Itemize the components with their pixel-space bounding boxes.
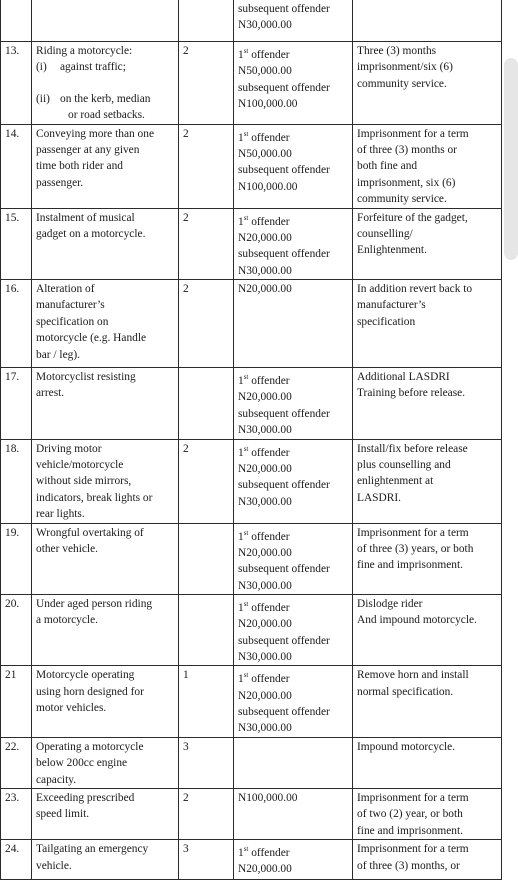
penalty-line: Three (3) months: [357, 45, 437, 57]
fine-line: subsequent offender: [238, 563, 330, 576]
description-line: without side mirrors,: [36, 475, 132, 488]
offence-number-cell: 24.: [1, 840, 32, 880]
fine-line: N20,000.00: [238, 231, 292, 244]
offence-number-cell: 16.: [1, 280, 32, 368]
fine-line: subsequent offender: [238, 479, 330, 492]
description-line: Under aged person riding: [36, 597, 153, 610]
offence-description-cell: [32, 208, 179, 279]
fine-line: N20,000.00: [238, 618, 292, 631]
description-line: Instalment of musical: [36, 211, 135, 224]
offence-description-cell: [32, 368, 179, 439]
offence-description-cell: [32, 594, 179, 665]
fine-line: 1st offender: [238, 213, 290, 228]
penalty-cell: [353, 737, 502, 788]
penalty-cell: [353, 42, 502, 125]
table-row: [1, 280, 502, 368]
offence-description-cell: [32, 523, 179, 594]
offence-description-cell: [32, 666, 179, 737]
offence-description-cell: [32, 42, 179, 125]
description-line: Exceeding prescribed: [36, 792, 135, 805]
offence-number-cell: 21: [1, 666, 32, 737]
table-row: [1, 439, 502, 523]
offence-number-cell: 22.: [1, 737, 32, 788]
description-line: using horn designed for: [36, 685, 144, 698]
penalty-line: of three (3) months or: [357, 144, 457, 157]
description-line: rear lights.: [36, 508, 85, 521]
penalty-line: LASDRI.: [357, 491, 401, 504]
description-line: capacity.: [36, 773, 77, 786]
penalty-line: normal specification.: [357, 685, 454, 698]
fine-line: N50,000.00: [238, 147, 292, 160]
penalty-cell: [353, 124, 502, 208]
fine-cell: [234, 666, 353, 737]
penalty-cell: [353, 0, 502, 42]
offence-number-cell: 14.: [1, 124, 32, 208]
points-cell: 2: [179, 280, 234, 368]
points-cell: 1: [179, 666, 234, 737]
points-cell: 2: [179, 124, 234, 208]
offence-number-cell: 23.: [1, 789, 32, 840]
description-line: motorcycle (e.g. Handle: [36, 332, 147, 345]
table-row: [1, 789, 502, 840]
points-cell: [179, 368, 234, 439]
fine-line: N20,000.00: [238, 283, 292, 296]
description-line: below 200cc engine: [36, 757, 128, 770]
description-line: manufacturer’s: [36, 299, 105, 312]
penalty-line: And impound motorcycle.: [357, 614, 477, 627]
penalty-line: Enlightenment.: [357, 244, 427, 257]
fine-cell: [234, 368, 353, 439]
fine-line: subsequent offender: [238, 705, 330, 718]
fine-cell: [234, 0, 353, 42]
description-line: Motorcycle operating: [36, 669, 135, 682]
description-line: Conveying more than one: [36, 127, 154, 140]
description-line: Operating a motorcycle: [36, 740, 144, 753]
description-line: passenger.: [36, 176, 84, 189]
description-line: vehicle.: [36, 859, 72, 872]
table-row: [1, 737, 502, 788]
fine-cell: [234, 280, 353, 368]
fine-line: 1st offender: [238, 129, 290, 144]
description-line: Alteration of: [36, 283, 95, 296]
fine-line: N20,000.00: [238, 462, 292, 475]
fine-cell: [234, 594, 353, 665]
description-line: a motorcycle.: [36, 614, 98, 627]
fine-line: 1st offender: [238, 373, 290, 387]
fine-cell: [234, 523, 353, 594]
penalty-line: manufacturer’s: [357, 299, 426, 312]
offence-number-cell: 13.: [1, 42, 32, 125]
table-row: [1, 124, 502, 208]
offence-number-cell: 20.: [1, 594, 32, 665]
table-row: [1, 594, 502, 665]
penalty-cell: [353, 439, 502, 523]
penalty-line: Install/fix before release: [357, 442, 468, 455]
sub-item: [36, 59, 175, 75]
points-cell: 2: [179, 439, 234, 523]
penalty-line: In addition revert back to: [357, 283, 473, 296]
penalty-line: imprisonment, six (6): [357, 176, 456, 189]
fine-line: N30,000.00: [238, 495, 292, 508]
penalty-line: Dislodge rider: [357, 597, 423, 610]
penalty-cell: [353, 208, 502, 279]
penalty-line: Imprisonment for a term: [357, 526, 469, 539]
penalty-cell: [353, 666, 502, 737]
offence-description-cell: [32, 840, 179, 880]
description-line: Riding a motorcycle:: [36, 45, 133, 57]
description-line: indicators, break lights or: [36, 491, 153, 504]
points-cell: 3: [179, 737, 234, 788]
sub-item-text: against traffic;: [60, 61, 126, 74]
sub-item: [36, 91, 175, 107]
points-cell: [179, 0, 234, 42]
penalty-line: Training before release.: [357, 387, 466, 400]
fine-line: subsequent offender: [238, 248, 330, 261]
scrollbar-tab[interactable]: [504, 58, 518, 260]
penalty-line: Remove horn and install: [357, 669, 469, 682]
table-row: [1, 840, 502, 880]
description-line: Tailgating an emergency: [36, 843, 149, 856]
penalty-line: of three (3) years, or both: [357, 542, 474, 555]
sub-item-label: (ii): [36, 92, 50, 105]
penalty-line: fine and imprisonment.: [357, 559, 463, 572]
fine-line: 1st offender: [238, 47, 290, 61]
fine-cell: [234, 789, 353, 840]
penalty-line: counselling/: [357, 228, 413, 241]
fine-line: N30,000.00: [238, 722, 292, 735]
fine-line: 1st offender: [238, 671, 290, 686]
penalty-line: Impound motorcycle.: [357, 740, 456, 753]
description-line: Motorcyclist resisting: [36, 371, 136, 384]
description-line: other vehicle.: [36, 542, 98, 555]
fine-line: N50,000.00: [238, 65, 292, 78]
penalty-cell: [353, 789, 502, 840]
penalty-cell: [353, 368, 502, 439]
description-line: specification on: [36, 315, 109, 328]
penalty-cell: [353, 594, 502, 665]
description-line: arrest.: [36, 387, 65, 400]
points-cell: [179, 523, 234, 594]
offence-description-cell: [32, 0, 179, 42]
penalty-line: community service.: [357, 193, 447, 206]
fine-line: N20,000.00: [238, 391, 292, 404]
description-line: vehicle/motorcycle: [36, 458, 124, 471]
description-line: gadget on a motorcycle.: [36, 228, 146, 241]
points-cell: [179, 594, 234, 665]
table-row: [1, 208, 502, 279]
fine-line: N100,000.00: [238, 792, 298, 805]
penalty-line: Imprisonment for a term: [357, 127, 469, 140]
description-line: speed limit.: [36, 808, 90, 821]
penalty-line: of two (2) year, or both: [357, 808, 463, 821]
penalty-line: Imprisonment for a term: [357, 792, 469, 805]
offence-number-cell: 18.: [1, 439, 32, 523]
fine-cell: [234, 42, 353, 125]
points-cell: 2: [179, 789, 234, 840]
fine-line: subsequent offender: [238, 3, 330, 15]
penalty-line: community service.: [357, 77, 447, 90]
fine-line: N30,000.00: [238, 650, 292, 663]
offence-description-cell: [32, 737, 179, 788]
penalty-line: fine and imprisonment.: [357, 824, 463, 837]
penalty-line: Additional LASDRI: [357, 371, 450, 384]
offence-description-cell: [32, 789, 179, 840]
points-cell: 3: [179, 840, 234, 880]
fine-line: 1st offender: [238, 444, 290, 459]
penalty-cell: [353, 280, 502, 368]
offence-table-body: [1, 0, 502, 880]
sub-item-text: on the kerb, median: [60, 92, 151, 105]
table-row: [1, 42, 502, 125]
offence-number-cell: 19.: [1, 523, 32, 594]
fine-line: N100,000.00: [238, 98, 298, 111]
sub-item-text: or road setbacks.: [68, 109, 145, 122]
fine-cell: [234, 208, 353, 279]
penalty-line: enlightenment at: [357, 475, 434, 488]
fine-line: subsequent offender: [238, 407, 330, 420]
fine-cell: [234, 439, 353, 523]
description-line: passenger at any given: [36, 144, 140, 157]
points-cell: 2: [179, 208, 234, 279]
description-line: motor vehicles.: [36, 702, 107, 715]
offence-number-cell: [1, 0, 32, 42]
fine-line: N100,000.00: [238, 180, 298, 193]
penalty-line: specification: [357, 315, 416, 328]
penalty-line: both fine and: [357, 160, 418, 173]
penalty-line: Imprisonment for a term: [357, 843, 469, 856]
penalty-line: imprisonment/six (6): [357, 61, 453, 74]
fine-line: N20,000.00: [238, 546, 292, 559]
fine-line: N20,000.00: [238, 863, 292, 876]
penalty-line: Forfeiture of the gadget,: [357, 211, 468, 224]
description-line: Wrongful overtaking of: [36, 526, 144, 539]
table-row: [1, 368, 502, 439]
description-line: time both rider and: [36, 160, 123, 173]
penalty-cell: [353, 840, 502, 880]
fine-line: subsequent offender: [238, 164, 330, 177]
offence-description-cell: [32, 124, 179, 208]
fine-line: 1st offender: [238, 528, 290, 543]
offence-number-cell: 17.: [1, 368, 32, 439]
fine-line: 1st offender: [238, 599, 290, 614]
table-row: [1, 666, 502, 737]
offence-description-cell: [32, 439, 179, 523]
fine-line: N30,000.00: [238, 264, 292, 277]
description-line: bar / leg).: [36, 348, 80, 361]
table-row: [1, 523, 502, 594]
fine-line: 1st offender: [238, 845, 290, 860]
fine-line: N30,000.00: [238, 579, 292, 592]
table-row: [1, 0, 502, 42]
description-line: Driving motor: [36, 442, 102, 455]
fine-cell: [234, 737, 353, 788]
offence-number-cell: 15.: [1, 208, 32, 279]
sub-item-label: (i): [36, 61, 47, 74]
penalty-line: of three (3) months, or: [357, 859, 460, 872]
fine-line: N30,000.00: [238, 19, 292, 32]
fine-cell: [234, 124, 353, 208]
fine-line: subsequent offender: [238, 634, 330, 647]
fine-line: subsequent offender: [238, 81, 330, 94]
fine-cell: [234, 840, 353, 880]
penalty-cell: [353, 523, 502, 594]
fine-line: N20,000.00: [238, 689, 292, 702]
fine-line: N30,000.00: [238, 424, 292, 437]
points-cell: 2: [179, 42, 234, 125]
offence-description-cell: [32, 280, 179, 368]
penalty-line: plus counselling and: [357, 458, 451, 471]
